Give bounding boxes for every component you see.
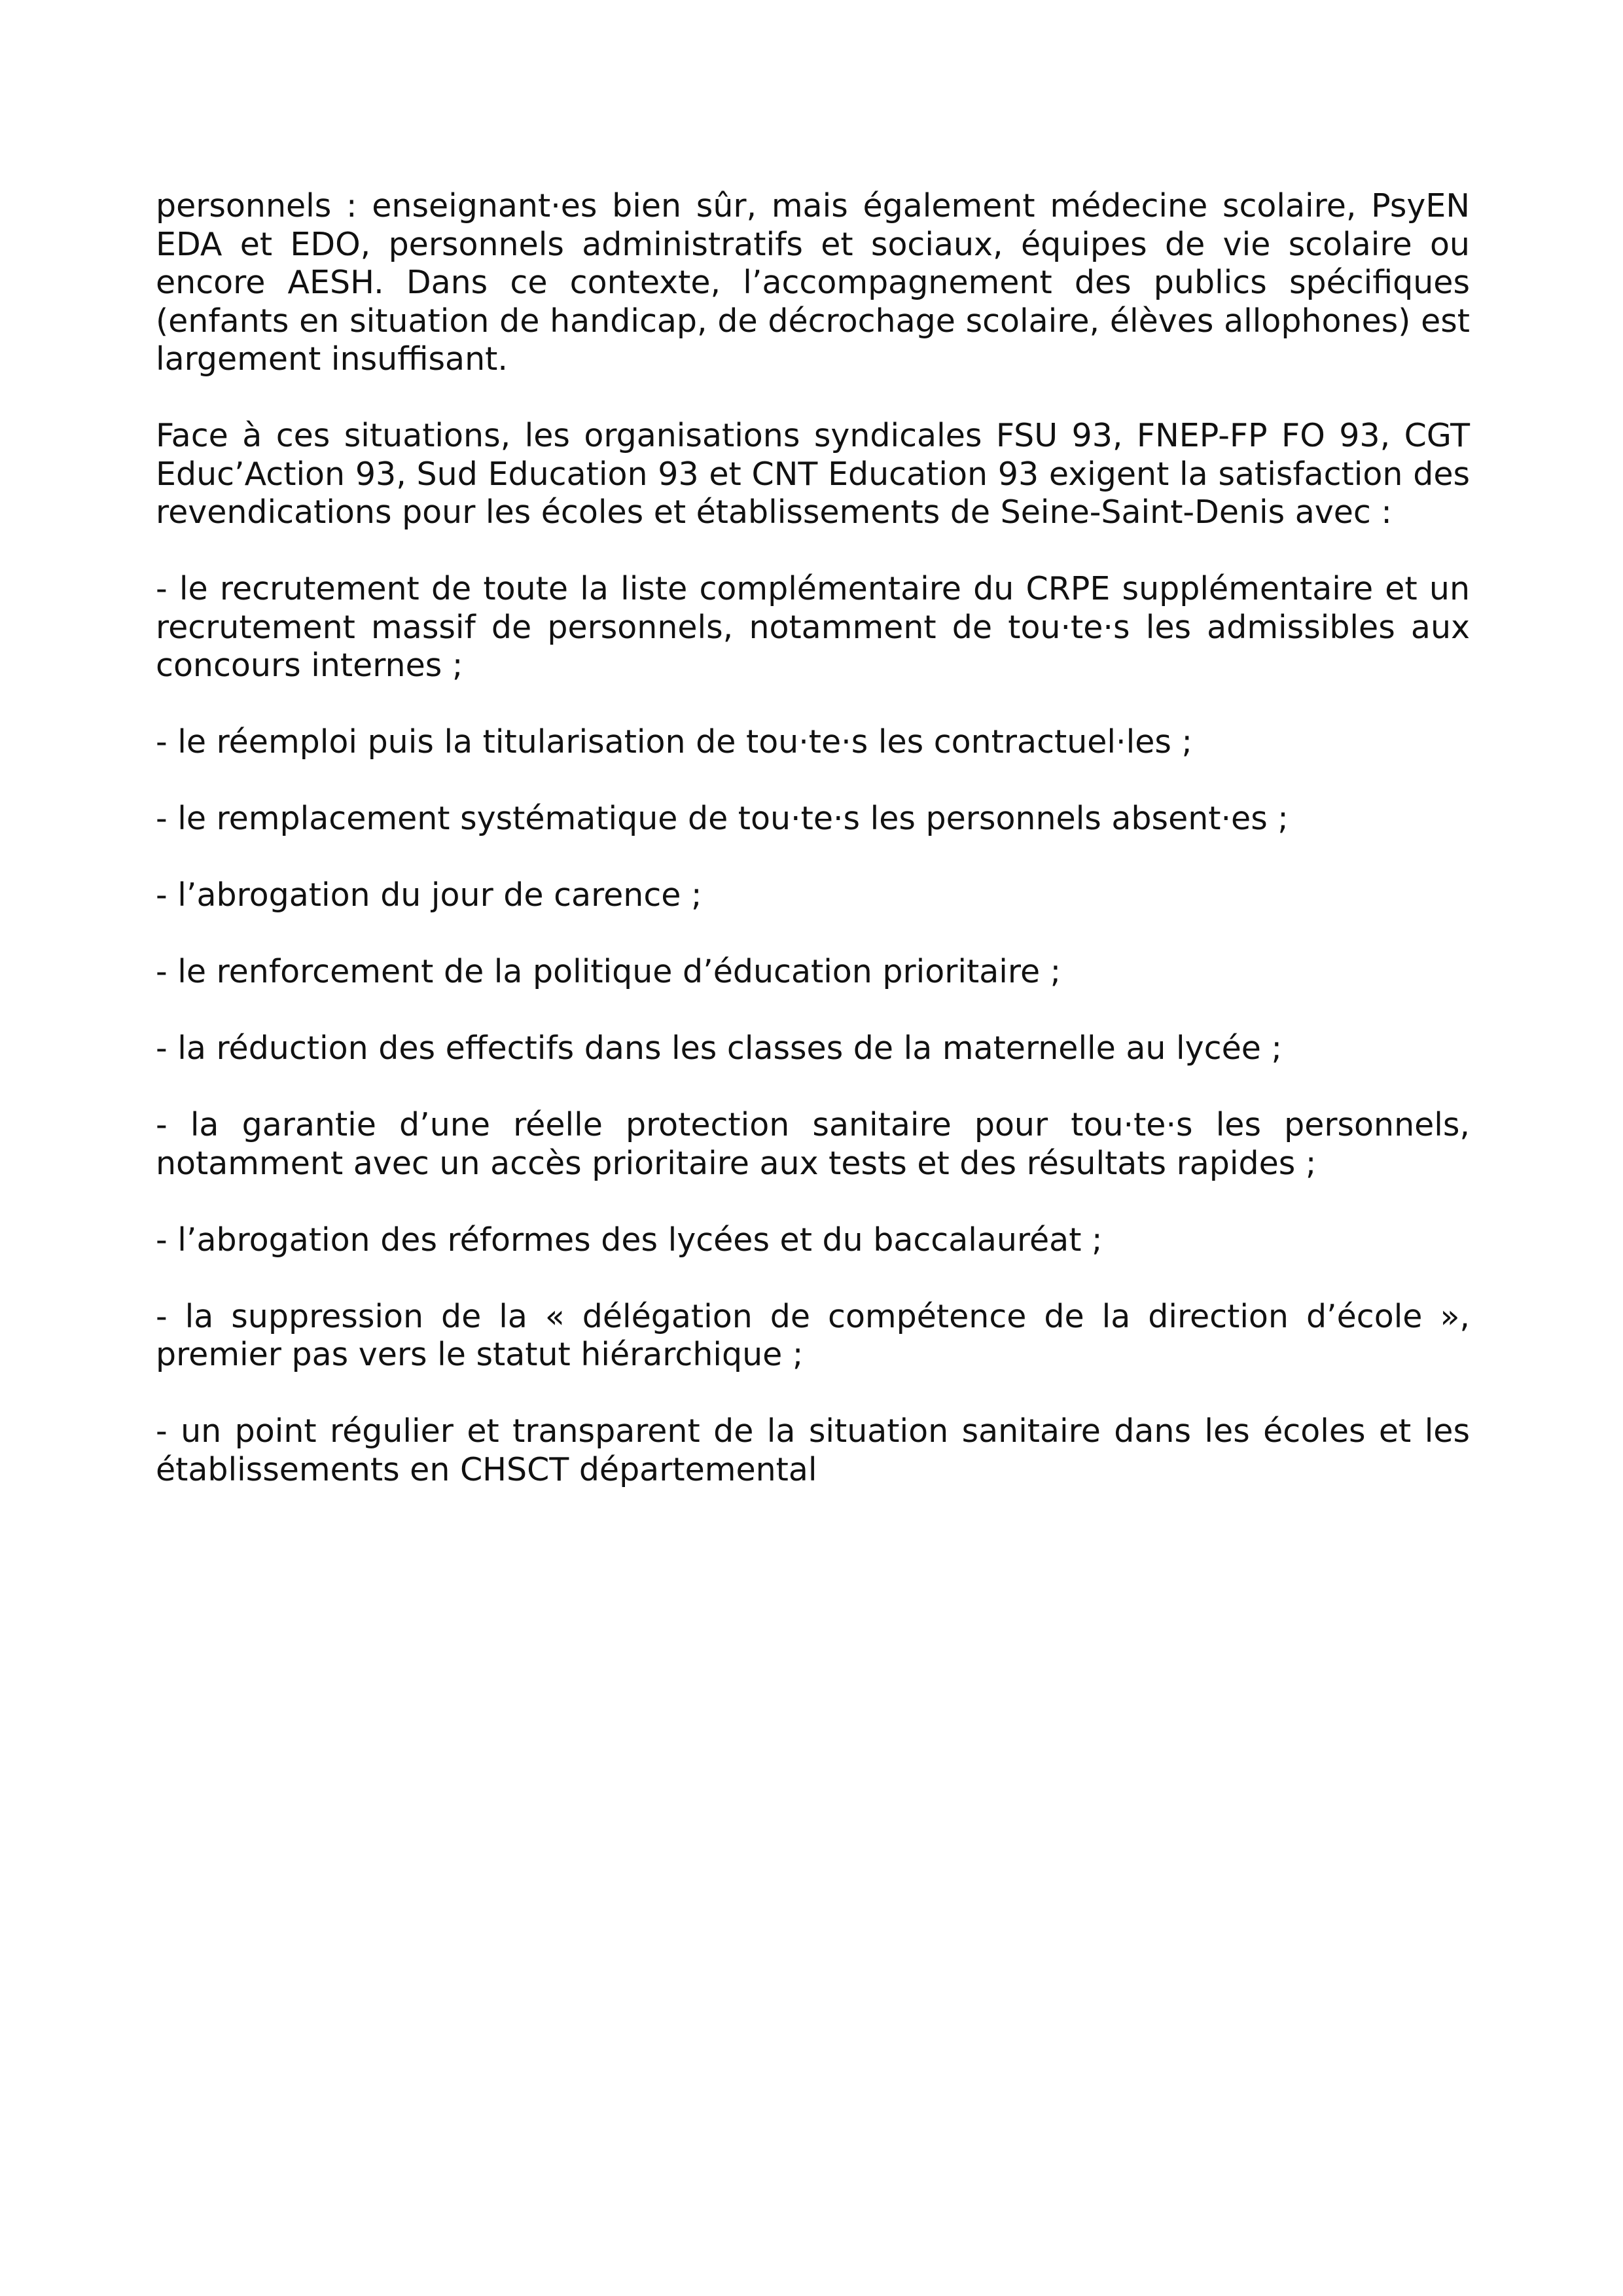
demand-item-replacement: - le remplacement systématique de tou·te·s les personnels absent·es ; (156, 800, 1289, 837)
demand-item-waiting-day: - l’abrogation du jour de carence ; (156, 876, 702, 914)
demand-item-reemployment: - le réemploi puis la titularisation de tou·te·s les contractuel·les ; (156, 723, 1192, 761)
context-paragraph: personnels : enseignant·es bien sûr, mais également médecine scolaire, PsyEN EDA et EDO, personnels administratifs et sociaux, équipes de vie scolaire ou encore AESH. Dans ce contexte, l’accompagnement des publics spécifiques (enfants en situation de handicap, de décrochage scolaire, élèves allophones) est largement insuffisant. (156, 187, 1470, 378)
demand-item-recruitment: - le recrutement de toute la liste complémentaire du CRPE supplémentaire et un recrutement massif de personnels, notamment de tou·te·s les admissibles aux concours internes ; (156, 570, 1470, 684)
demand-item-priority-education: - le renforcement de la politique d’éducation prioritaire ; (156, 953, 1061, 990)
demand-item-health-report: - un point régulier et transparent de la situation sanitaire dans les écoles et les établissements en CHSCT départemental (156, 1412, 1470, 1488)
unions-paragraph: Face à ces situations, les organisations syndicales FSU 93, FNEP-FP FO 93, CGT Educ’Action 93, Sud Education 93 et CNT Education 93 exigent la satisfaction des revendications pour les écoles et établissements de Seine-Saint-Denis avec : (156, 417, 1470, 531)
demand-item-health-protection: - la garantie d’une réelle protection sanitaire pour tou·te·s les personnels, notamment avec un accès prioritaire aux tests et des résultats rapides ; (156, 1106, 1470, 1182)
demand-item-school-direction: - la suppression de la « délégation de compétence de la direction d’école », premier pas vers le statut hiérarchique ; (156, 1297, 1470, 1373)
demand-item-reforms: - l’abrogation des réformes des lycées et du baccalauréat ; (156, 1221, 1103, 1259)
document-body (156, 187, 1470, 1528)
demand-item-class-size: - la réduction des effectifs dans les classes de la maternelle au lycée ; (156, 1030, 1282, 1067)
